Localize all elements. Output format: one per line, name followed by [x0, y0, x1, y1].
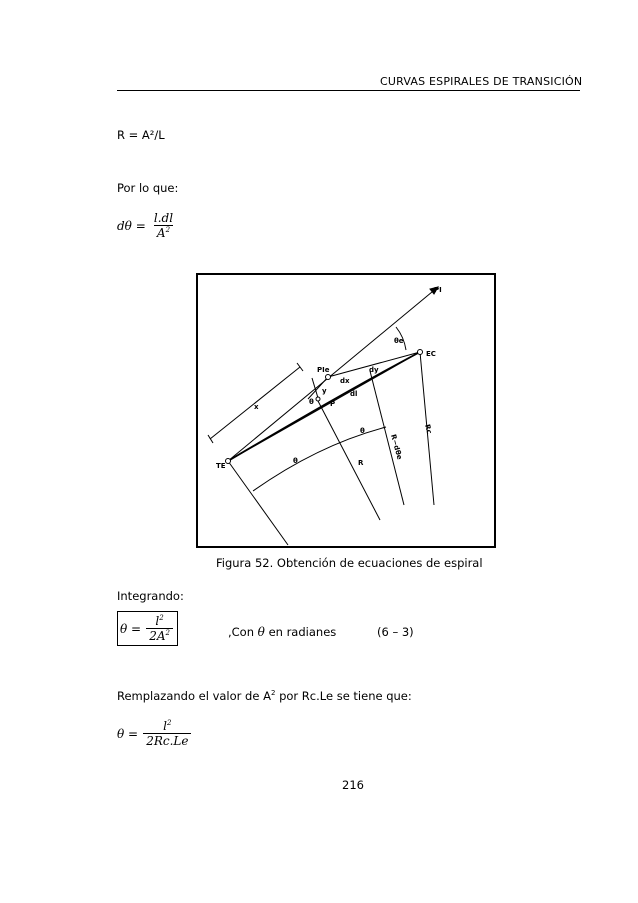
label-te: TE: [216, 462, 226, 470]
equation-dtheta-denominator: [154, 225, 173, 240]
equation-note: [228, 625, 336, 639]
text-remplazando-pre: Remplazando el valor de A: [117, 689, 271, 703]
equation-dtheta-numerator: l.dl: [153, 211, 174, 225]
equation-theta-rc-numerator: [160, 719, 174, 733]
text-remplazando-post: por Rc.Le se tiene que:: [275, 689, 412, 703]
equation-theta-numerator: [152, 614, 166, 628]
equation-theta-num-base: l: [155, 614, 160, 628]
label-r: R: [358, 459, 364, 467]
equation-theta-num-exp: 2: [159, 614, 164, 622]
label-theta-arc1: θ: [293, 457, 298, 465]
equation-theta-rc: [117, 719, 191, 748]
label-dx: dx: [340, 377, 350, 385]
label-y: y: [322, 387, 327, 395]
figure-spiral: [196, 273, 496, 548]
equation-note-pre: ,Con: [228, 625, 255, 639]
equation-theta-rc-fraction: [143, 719, 191, 748]
equation-dtheta-den-exp: 2: [165, 226, 171, 234]
equation-theta-lhs: θ =: [120, 622, 142, 636]
equation-r: R = A²/L: [117, 128, 165, 142]
label-p: P: [330, 400, 336, 408]
equation-theta-boxed: [117, 611, 178, 646]
equation-theta-rc-lhs: θ =: [117, 727, 139, 741]
label-pie: PIe: [317, 366, 330, 374]
equation-theta-den-pre: 2: [149, 629, 157, 643]
label-ec: EC: [426, 350, 436, 358]
label-rc: Rc: [423, 423, 434, 435]
figure-caption: Figura 52. Obtención de ecuaciones de espiral: [216, 556, 483, 570]
equation-dtheta-lhs: dθ =: [117, 219, 146, 233]
text-remplazando-exp: 2: [270, 689, 276, 698]
equation-theta-den-exp: 2: [165, 629, 170, 637]
equation-note-theta: θ: [257, 625, 265, 639]
equation-theta-rc-denominator: 2Rc.Le: [143, 733, 191, 748]
page-header: CURVAS ESPIRALES DE TRANSICIÓN: [380, 75, 583, 88]
label-theta-arc2: θ: [360, 427, 365, 435]
page-number: 216: [342, 778, 364, 792]
equation-note-post: en radianes: [268, 625, 337, 639]
text-por-lo-que: Por lo que:: [117, 181, 179, 195]
equation-theta-den-base: A: [156, 629, 166, 643]
text-remplazando: [117, 689, 412, 703]
label-theta-small: θ: [309, 398, 314, 406]
equation-dtheta: [117, 211, 176, 240]
label-dy: dy: [369, 366, 379, 374]
label-dl: dl: [350, 390, 358, 398]
label-r-dtheta: R−dθe: [389, 433, 404, 461]
equation-theta-rc-num-exp: 2: [167, 719, 172, 727]
spiral-diagram: [198, 275, 494, 546]
equation-theta-denominator: [146, 628, 173, 643]
header-rule: [117, 90, 580, 91]
label-pi: PI: [434, 286, 442, 294]
equation-dtheta-den-base: A: [156, 226, 166, 240]
label-x: x: [254, 403, 259, 411]
equation-dtheta-fraction: [151, 211, 176, 240]
equation-theta-rc-num-base: l: [163, 719, 168, 733]
equation-theta-fraction: [146, 614, 173, 643]
equation-number: (6 – 3): [377, 625, 414, 639]
label-theta-e: θe: [394, 337, 404, 345]
text-integrando: Integrando:: [117, 589, 184, 603]
